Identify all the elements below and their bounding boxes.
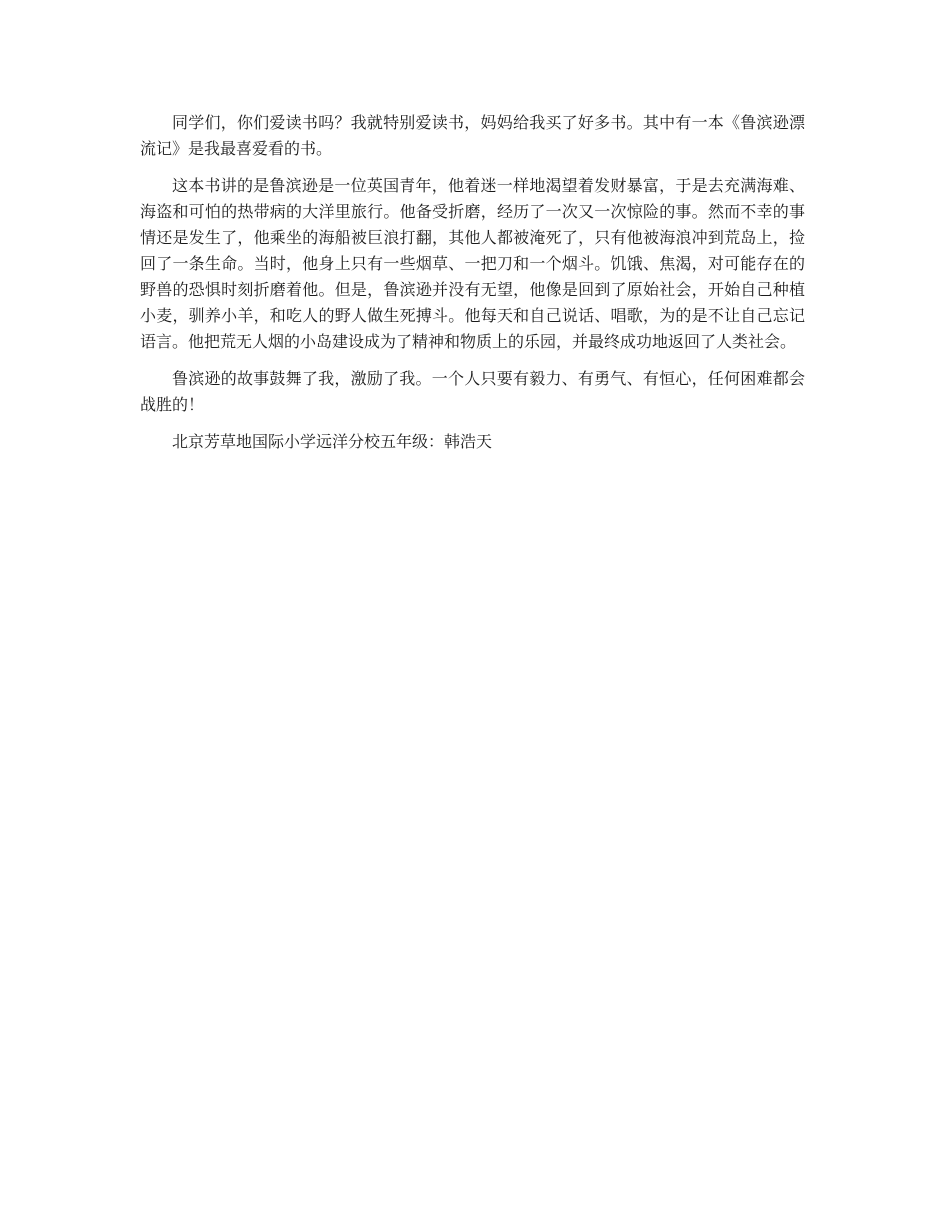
author-signature: 北京芳草地国际小学远洋分校五年级：韩浩天 (172, 432, 493, 451)
paragraph-conclusion: 鲁滨逊的故事鼓舞了我，激励了我。一个人只要有毅力、有勇气、有恒心，任何困难都会战胜的！ (140, 369, 805, 414)
paragraph-intro: 同学们，你们爱读书吗？我就特别爱读书，妈妈给我买了好多书。其中有一本《鲁滨逊漂流记》是我最喜爱看的书。 (140, 113, 805, 158)
document-body (140, 110, 805, 466)
paragraph-story: 这本书讲的是鲁滨逊是一位英国青年，他着迷一样地渴望着发财暴富，于是去充满海难、海盗和可怕的热带病的大洋里旅行。他备受折磨，经历了一次又一次惊险的事。然而不幸的事情还是发生了，他乘坐的海船被巨浪打翻，其他人都被淹死了，只有他被海浪冲到荒岛上，捡回了一条生命。当时，他身上只有一些烟草、一把刀和一个烟斗。饥饿、焦渴，对可能存在的野兽的恐惧时刻折磨着他。但是，鲁滨逊并没有无望，他像是回到了原始社会，开始自己种植小麦，驯养小羊，和吃人的野人做生死搏斗。他每天和自己说话、唱歌，为的是不让自己忘记语言。他把荒无人烟的小岛建设成为了精神和物质上的乐园，并最终成功地返回了人类社会。 (140, 176, 805, 351)
